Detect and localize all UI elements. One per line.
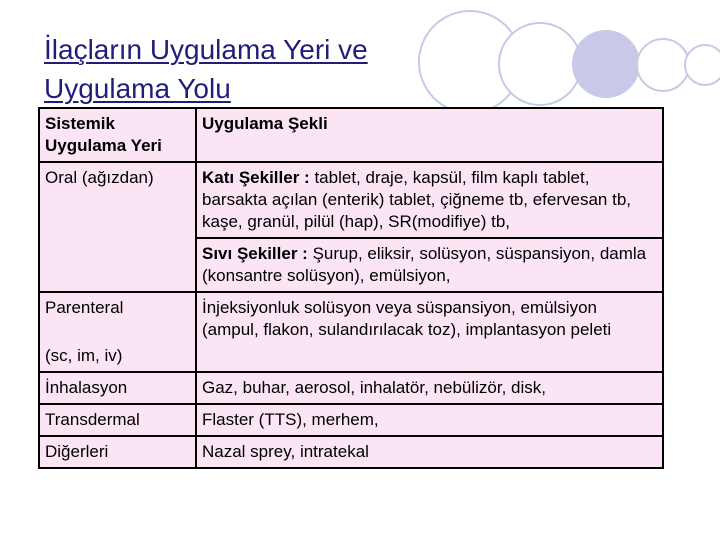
oral-route-name: Oral (ağızdan) [45, 168, 154, 187]
table-row-others [39, 436, 663, 468]
header-site-line1: Sistemik [45, 114, 115, 133]
decor-circle-5 [684, 44, 720, 86]
decor-circle-2 [498, 22, 582, 106]
parenteral-route-sub: (sc, im, iv) [45, 346, 123, 365]
oral-liquid-label: Sıvı Şekiller : [202, 244, 308, 263]
inhalation-route-name: İnhalasyon [45, 378, 128, 397]
inhalation-form-cell [196, 372, 663, 404]
oral-solid-label: Katı Şekiller : [202, 168, 310, 187]
decor-circle-3 [572, 30, 640, 98]
oral-route-cell [39, 162, 196, 292]
parenteral-route-cell [39, 292, 196, 372]
others-form-cell [196, 436, 663, 468]
application-routes-table [38, 107, 664, 469]
header-form-label: Uygulama Şekli [202, 114, 328, 133]
others-form-text: Nazal sprey, intratekal [202, 442, 369, 461]
parenteral-form-cell [196, 292, 663, 372]
table-row-transdermal [39, 404, 663, 436]
parenteral-route-name: Parenteral [45, 298, 124, 317]
parenteral-form-text: İnjeksiyonluk solüsyon veya süspansiyon, emülsiyon (ampul, flakon, sulandırılacak toz), implantasyon peleti [202, 298, 612, 339]
oral-solid-text: tablet, draje, kapsül, film kaplı tablet, barsakta açılan (enterik) tablet, çiğneme tb, efervesan tb, kaşe, granül, pilül (hap), SR(modifiye) tb, [202, 168, 632, 231]
oral-liquid-cell [196, 238, 663, 292]
table-row-parenteral [39, 292, 663, 372]
table-row-oral [39, 162, 663, 238]
others-route-cell [39, 436, 196, 468]
header-cell-site [39, 108, 196, 162]
header-site-line2: Uygulama Yeri [45, 136, 162, 155]
oral-liquid-text: Şurup, eliksir, solüsyon, süspansiyon, damla (konsantre solüsyon), emülsiyon, [202, 244, 647, 285]
table-row-inhalation [39, 372, 663, 404]
others-route-name: Diğerleri [45, 442, 109, 461]
inhalation-route-cell [39, 372, 196, 404]
decor-circle-4 [636, 38, 690, 92]
inhalation-form-text: Gaz, buhar, aerosol, inhalatör, nebülizör, disk, [202, 378, 546, 397]
header-cell-form [196, 108, 663, 162]
transdermal-route-name: Transdermal [45, 410, 140, 429]
table-header-row [39, 108, 663, 162]
transdermal-form-cell [196, 404, 663, 436]
transdermal-form-text: Flaster (TTS), merhem, [202, 410, 379, 429]
transdermal-route-cell [39, 404, 196, 436]
slide-title: İlaçların Uygulama Yeri ve Uygulama Yolu [44, 34, 368, 104]
oral-solid-cell [196, 162, 663, 238]
